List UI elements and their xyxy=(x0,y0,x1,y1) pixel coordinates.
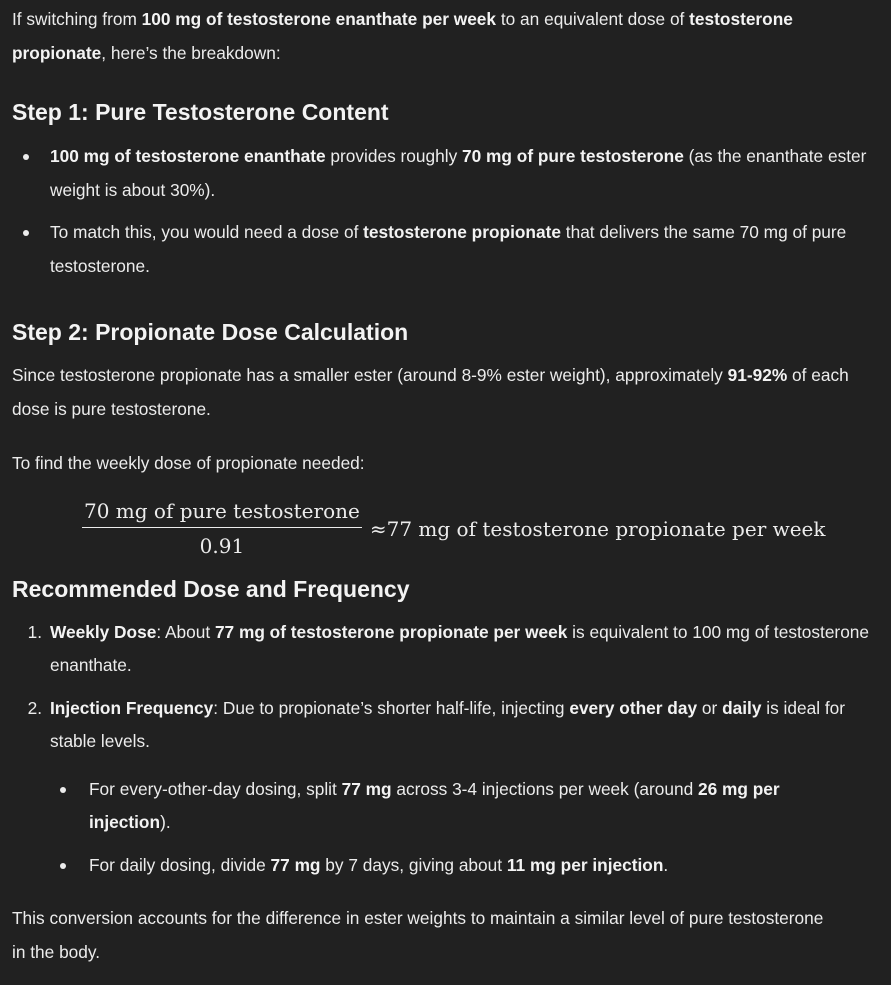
text: (as the enanthate ester weight is about 30%). xyxy=(50,146,867,200)
bold-text: Weekly Dose xyxy=(50,621,157,642)
dose-formula xyxy=(82,498,891,560)
step2-paragraph xyxy=(12,359,872,426)
intro-paragraph xyxy=(12,3,872,70)
text: is equivalent to 100 mg of testosterone enanthate. xyxy=(50,621,870,675)
approx-symbol: ≈ xyxy=(369,516,387,541)
step1-list xyxy=(12,140,891,283)
bullet-icon xyxy=(23,154,29,160)
bold-text: 11 mg per injection xyxy=(506,854,664,875)
recommended-heading: Recommended Dose and Frequency xyxy=(12,575,410,602)
list-item xyxy=(12,692,870,883)
intro-text: , here’s the breakdown: xyxy=(101,42,281,63)
sublist-item xyxy=(12,773,859,840)
formula-denominator: 0.91 xyxy=(199,534,245,558)
step2-heading: Step 2: Propionate Dose Calculation xyxy=(12,319,409,345)
frequency-sublist xyxy=(50,773,870,883)
text: Since testosterone propionate has a smaller ester (around 8-9% ester weight), approximately xyxy=(12,365,728,385)
text: ). xyxy=(160,812,171,832)
text: provides roughly xyxy=(325,146,463,166)
text: To match this, you would need a dose of xyxy=(50,222,364,242)
intro-text: If switching from xyxy=(12,9,142,29)
bold-text: 77 mg xyxy=(270,854,321,875)
find-paragraph: To find the weekly dose of propionate needed: xyxy=(12,453,365,473)
bold-text: daily xyxy=(722,697,762,718)
bullet-icon xyxy=(23,230,29,236)
bold-text: 26 mg per injection xyxy=(89,778,780,832)
bullet-icon xyxy=(60,787,66,793)
text: across 3-4 injections per week (around xyxy=(391,778,698,799)
list-item xyxy=(12,616,870,683)
text: For daily dosing, divide xyxy=(89,854,271,875)
step1-heading: Step 1: Pure Testosterone Content xyxy=(12,99,389,125)
sublist-item xyxy=(12,849,859,883)
text: is ideal for stable levels. xyxy=(50,697,846,751)
bold-text: 77 mg of testosterone propionate per week xyxy=(214,621,568,642)
list-number: 2. xyxy=(27,697,42,718)
text: For every-other-day dosing, split xyxy=(89,778,342,799)
intro-bold-propionate: testosterone propionate xyxy=(12,9,793,63)
bold-text: 91-92% xyxy=(727,365,788,385)
list-item xyxy=(12,216,870,283)
bullet-icon xyxy=(60,863,66,869)
conclusion-paragraph: This conversion accounts for the difference in ester weights to maintain a similar level of pure testosterone in the body. xyxy=(12,908,824,962)
list-number: 1. xyxy=(27,621,42,642)
text: : About xyxy=(156,621,215,642)
text: that delivers the same 70 mg of pure testosterone. xyxy=(50,222,847,276)
recommended-list xyxy=(12,616,891,883)
formula-fraction xyxy=(82,501,362,556)
bold-text: 70 mg of pure testosterone xyxy=(462,146,684,166)
text: of each dose is pure testosterone. xyxy=(12,365,849,419)
bold-text: every other day xyxy=(569,697,698,718)
bold-text: Injection Frequency xyxy=(50,697,214,718)
text: by 7 days, giving about xyxy=(320,854,507,875)
formula-numerator: 70 mg of pure testosterone xyxy=(82,501,362,528)
formula-result: 77 mg of testosterone propionate per week xyxy=(386,516,826,541)
bold-text: 100 mg of testosterone enanthate xyxy=(50,146,326,166)
text: : Due to propionate’s shorter half-life, injecting xyxy=(213,697,570,718)
list-item xyxy=(12,140,870,207)
intro-bold-enanthate: 100 mg of testosterone enanthate per week xyxy=(141,9,497,29)
intro-text: to an equivalent dose of xyxy=(496,9,690,29)
text: or xyxy=(697,697,723,718)
bold-text: testosterone propionate xyxy=(363,222,561,242)
text: . xyxy=(663,854,669,875)
bold-text: 77 mg xyxy=(341,778,392,799)
